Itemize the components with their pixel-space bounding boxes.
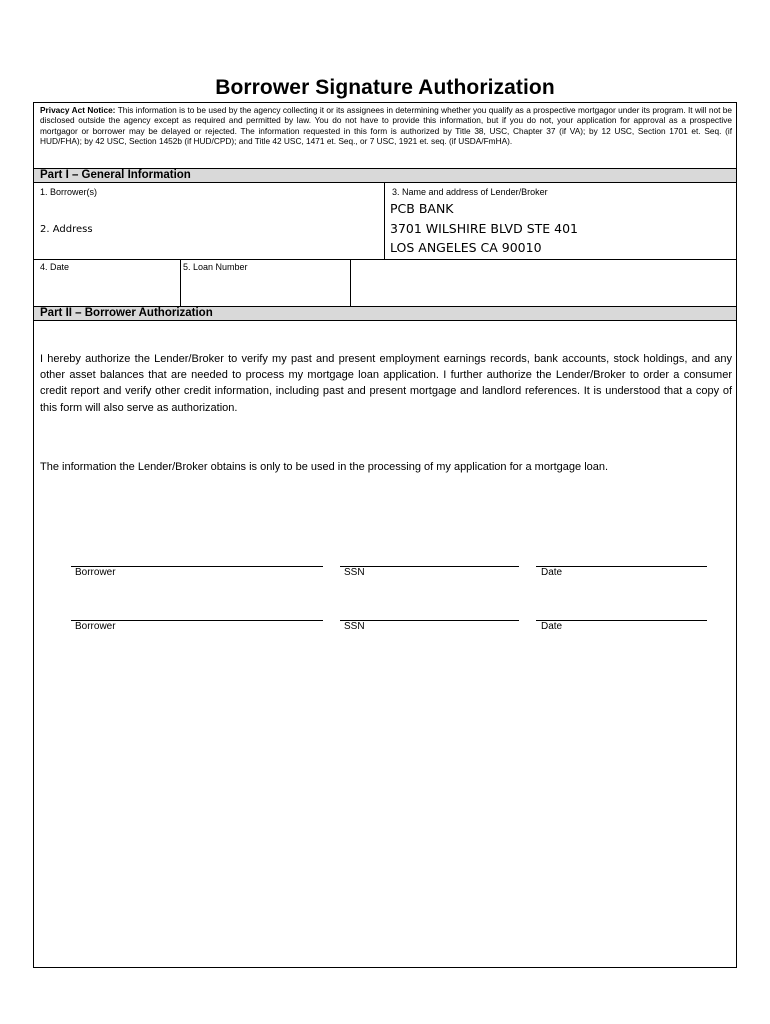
document-title: Borrower Signature Authorization [215, 76, 555, 99]
borrower-signature-label: Borrower [75, 567, 116, 578]
borrowers-label: 1. Borrower(s) [40, 187, 98, 197]
part2-heading: Part II – Borrower Authorization [34, 306, 736, 321]
signature-date-label: Date [541, 567, 563, 578]
lender-name: PCB BANK [390, 201, 454, 216]
row-divider [34, 259, 736, 260]
ssn-line[interactable] [340, 620, 519, 621]
privacy-text: This information is to be used by the agency collecting it or its assignees in determining whether you qualify as a prospective mortgagor under its program. It will not be disclosed outside the agency except as required and permitted by law. You do not have to provide this information, but if you do not, your application for approval as a prospective mortgagor or borrower may be delayed or rejected. The information requested in this form is authorized by Title 38, USC, Chapter 37 (if VA); by 12 USC, Section 1701 et. Seq. (if HUD/FHA); by 42 USC, Section 1452b (if HUD/CPD); and Title 42 USC, 1471 et. Seq., or 7 USC, 1921 et. seq. (if USDA/FmHA). [40, 105, 732, 147]
divider-lender [384, 183, 385, 260]
lender-street: 3701 WILSHIRE BLVD STE 401 [390, 221, 578, 236]
ssn-line[interactable] [340, 566, 519, 567]
privacy-heading: Privacy Act Notice: [40, 105, 116, 115]
divider-date [180, 259, 181, 306]
address-label: 2. Address [40, 224, 93, 235]
divider-loan-number [350, 259, 351, 306]
part1-heading: Part I – General Information [34, 168, 736, 183]
signature-date-label: Date [541, 621, 563, 632]
usage-paragraph: The information the Lender/Broker obtains is only to be used in the processing of my application for a mortgage loan. [40, 461, 609, 473]
ssn-label: SSN [344, 567, 365, 578]
authorization-form [33, 102, 737, 968]
ssn-label: SSN [344, 621, 365, 632]
authorization-paragraph: I hereby authorize the Lender/Broker to verify my past and present employment earnings records, bank accounts, stock holdings, and any other asset balances that are needed to process my mortgage loan application. I further authorize the Lender/Broker to order a consumer credit report and verify other credit information, including past and present mortgage and landlord references. It is understood that a copy of this form will also serve as authorization. [40, 353, 732, 414]
lender-label: 3. Name and address of Lender/Broker [392, 187, 548, 197]
loan-number-label: 5. Loan Number [183, 262, 248, 272]
privacy-act-notice [40, 105, 732, 147]
borrower-signature-label: Borrower [75, 621, 116, 632]
lender-city: LOS ANGELES CA 90010 [390, 240, 542, 255]
date-label: 4. Date [40, 262, 70, 272]
